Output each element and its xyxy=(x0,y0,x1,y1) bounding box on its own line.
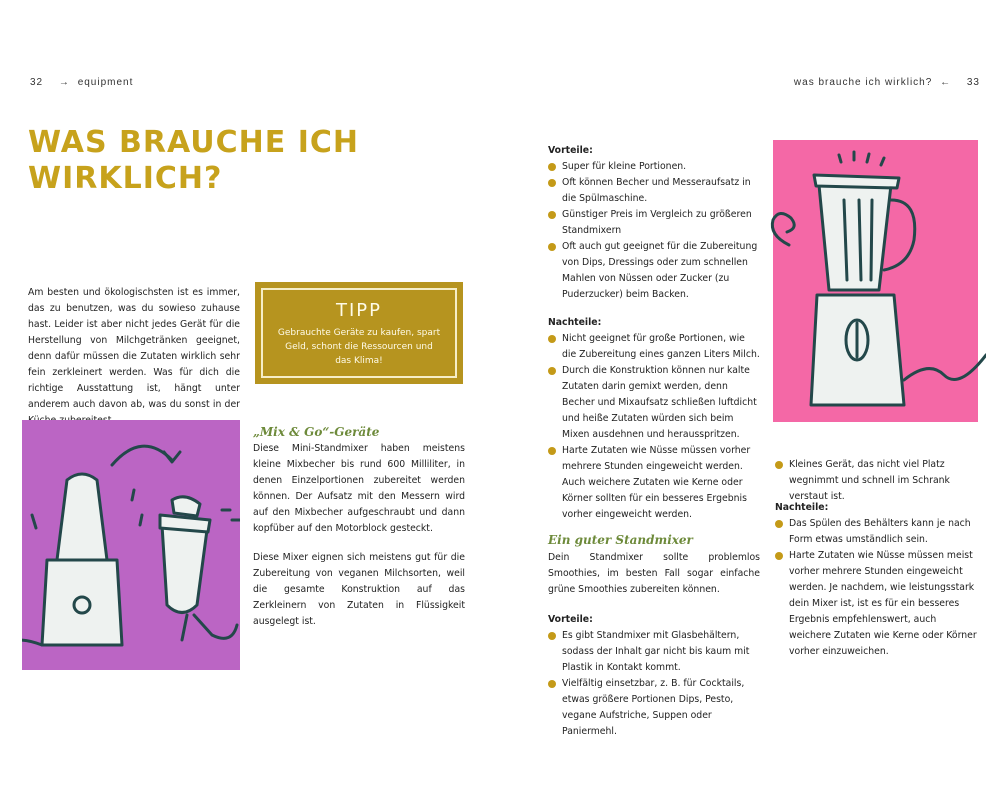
list-item: Das Spülen des Behälters kann je nach Form etwas umständlich sein. xyxy=(775,516,980,548)
right-section-label: was brauche ich wirklich? xyxy=(793,77,933,88)
standmixer-cons-label: Nachteile: xyxy=(775,502,829,513)
left-header xyxy=(30,77,133,88)
right-header xyxy=(794,77,980,88)
mix-go-pros-label: Vorteile: xyxy=(548,145,593,156)
standmixer-pros-label: Vorteile: xyxy=(548,614,593,625)
mix-go-paragraph-2: Diese Mixer eignen sich meistens gut für die Zubereitung von veganen Milchsorten, weil die gesamte Konstruktion auf das Zerkleinern von Zutaten in Flüssigkeit ausgelegt ist. xyxy=(253,552,465,627)
list-item: Vielfältig einsetzbar, z. B. für Cocktails, etwas größere Portionen Dips, Pesto, vegane Aufstriche, Suppen oder Paniermehl. xyxy=(548,676,760,740)
mix-go-cons-label: Nachteile: xyxy=(548,317,602,328)
left-page-number: 32 xyxy=(30,77,44,88)
standmixer-paragraph: Dein Standmixer sollte problemlos Smoothies, im besten Fall sogar einfache grüne Smoothies zubereiten können. xyxy=(548,552,760,595)
list-item: Oft können Becher und Messeraufsatz in die Spülmaschine. xyxy=(548,175,760,207)
list-item: Oft auch gut geeignet für die Zubereitung von Dips, Dressings oder zum schnellen Mahlen von Nüssen oder Zucker (zu Puderzucker) beim Backen. xyxy=(548,239,760,303)
standmixer-drawing xyxy=(759,140,986,422)
mix-go-cons-list xyxy=(548,331,760,523)
list-item: Günstiger Preis im Vergleich zu größeren Standmixern xyxy=(548,207,760,239)
mix-go-paragraph-1: Diese Mini-Standmixer haben meistens kleine Mixbecher bis rund 600 Milliliter, in denen Einzelportionen zubereitet werden können. Der Aufsatz mit den Messern wird auf den Mixbecher aufgeschraubt und dann kopfüber auf den Motorblock gesteckt. xyxy=(253,443,465,534)
tip-text: Gebrauchte Geräte zu kaufen, spart Geld, schont die Ressourcen und das Klima! xyxy=(277,328,441,366)
list-item: Nicht geeignet für große Portionen, wie die Zubereitung eines ganzen Liters Milch. xyxy=(548,331,760,363)
right-page-number: 33 xyxy=(966,77,980,88)
tip-title: TIPP xyxy=(335,300,382,321)
list-item: Durch die Konstruktion können nur kalte Zutaten darin gemixt werden, denn Becher und Mixaufsatz schließen luftdicht und heiße Zutaten würden sich beim Mixen ausdehnen und herausspritzen. xyxy=(548,363,760,443)
mix-go-heading: „Mix & Go“-Geräte xyxy=(253,425,380,439)
arrow-right-icon: → xyxy=(58,77,70,88)
standmixer-heading: Ein guter Standmixer xyxy=(548,533,693,547)
standmixer-pros-list-continued xyxy=(775,457,980,505)
standmixer-illustration xyxy=(773,140,978,422)
list-item: Harte Zutaten wie Nüsse müssen meist vorher mehrere Stunden eingeweicht werden. Je nachdem, wie leistungsstark dein Mixer ist, ist es für ein besseres Ergebnis empfehlenswert, auch weichere Zutaten wie Kerne oder Körner vorher einzuweichen. xyxy=(775,548,980,660)
standmixer-pros-list xyxy=(548,628,760,740)
list-item: Kleines Gerät, das nicht viel Platz wegnimmt und schnell im Schrank verstaut ist. xyxy=(775,457,980,505)
list-item: Super für kleine Portionen. xyxy=(548,159,760,175)
page-title-line2: WIRKLICH? xyxy=(28,161,223,196)
arrow-left-icon: ← xyxy=(940,77,952,88)
page-title xyxy=(28,125,408,197)
left-section-label: equipment xyxy=(77,77,134,88)
list-item: Es gibt Standmixer mit Glasbehältern, sodass der Inhalt gar nicht bis kaum mit Plastik in Kontakt kommt. xyxy=(548,628,760,676)
mini-mixer-illustration xyxy=(22,420,240,670)
list-item: Harte Zutaten wie Nüsse müssen vorher mehrere Stunden eingeweicht werden. Auch weichere Zutaten wie Kerne oder Körner sollten für ein besseres Ergebnis vorher eingeweicht werden. xyxy=(548,443,760,523)
standmixer-cons-list xyxy=(775,516,980,660)
page-title-line1: WAS BRAUCHE ICH xyxy=(28,125,359,160)
tip-box xyxy=(255,282,463,384)
mix-go-pros-list xyxy=(548,159,760,303)
intro-paragraph: Am besten und ökologischsten ist es immer, das zu benutzen, was du sowieso zuhause hast. Leider ist aber nicht jedes Gerät für die Herstellung von Milchgetränken geeignet, denn dafür müssen die Zutaten wirklich sehr fein zerkleinert werden. Was für dich die richtige Ausstattung ist, hängt unter anderem auch davon ab, was du sonst in der xyxy=(28,287,240,410)
mini-mixer-drawing xyxy=(22,420,240,670)
